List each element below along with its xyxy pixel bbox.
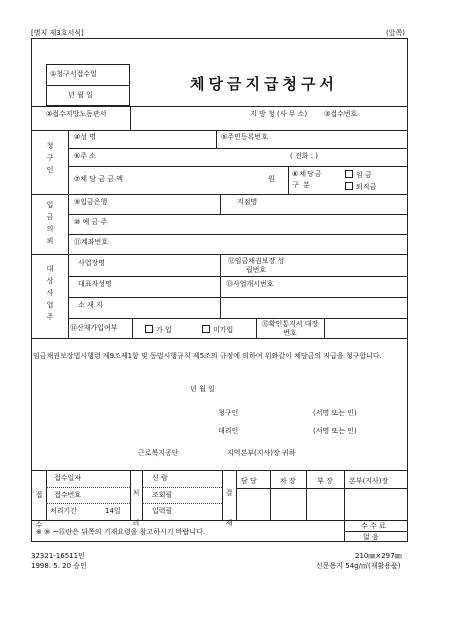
receipt-date-label: ①청구서접수일 <box>50 70 97 78</box>
insured-no-checkbox[interactable] <box>202 325 233 334</box>
paper-size: 210㎜×297㎜ <box>355 552 402 560</box>
claimant-address-field[interactable]: ⑥주 소 <box>74 152 97 160</box>
paper-spec: 신문용지 54g/㎡(재활용품) <box>316 562 401 570</box>
claimant-name-field[interactable]: ④성 명 <box>74 133 97 141</box>
office-name-field[interactable]: 지 방 청 (사 무 소) <box>250 110 308 118</box>
claim-kind-wage-label: 임 금 <box>356 171 372 179</box>
checkbox-icon <box>145 325 153 333</box>
approval-staff: 담 당 <box>241 477 257 485</box>
checkbox-icon <box>345 170 353 178</box>
form-title: 체당금지급청구서 <box>190 75 338 93</box>
deposit-section-label: 입금의뢰 <box>46 201 54 245</box>
claim-kind-severance-label: 퇴직금 <box>356 183 377 191</box>
approval-deputy: 차 장 <box>280 477 296 485</box>
claimant-signature-field[interactable]: (서명 또는 인) <box>313 409 357 417</box>
page-side-label: (앞쪽) <box>386 29 405 37</box>
deposit-bank-field[interactable]: ⑨입금은행 <box>74 198 108 206</box>
deposit-branch-field[interactable]: 지점명 <box>237 198 258 206</box>
processing-label: 처리 <box>132 489 140 527</box>
approval-head: 본부(지사)장 <box>349 477 389 485</box>
fee-value: 없 음 <box>363 533 379 541</box>
receipt-processing-label: 접수 <box>35 491 43 529</box>
received-date-field[interactable]: 접수일자 <box>54 474 82 482</box>
form-number: [별지 제3호서식] <box>31 29 84 37</box>
insured-yes-label: 가 입 <box>156 326 172 334</box>
agent-signature-field[interactable]: (서명 또는 인) <box>313 427 357 435</box>
office-label: ②접수지방노동관서 <box>46 110 107 118</box>
recipient-head: 지역본부(지사)장 귀하 <box>227 449 296 457</box>
approval-label: 결재 <box>225 489 233 527</box>
business-location-field[interactable]: 소 재 지 <box>78 301 103 309</box>
claimant-signature-label: 청구인 <box>218 409 239 417</box>
claimant-rrn-field[interactable]: ⑤주민등록번호 <box>221 133 268 141</box>
claim-amount-won: 원 <box>268 175 275 183</box>
claim-kind-label: ⑧체당금 구 분 <box>292 170 323 189</box>
received-number-field[interactable]: 접수번호 <box>54 491 82 499</box>
claim-statement: 임금채권보장법시행령 제9조제1항 및 동법시행규칙 제5조의 규정에 의하여 위와같이 체당금의 지급을 청구합니다. <box>33 352 382 360</box>
business-start-field[interactable]: ⑬사업개시번호 <box>226 280 274 288</box>
checkbox-icon <box>202 325 210 333</box>
agent-signature-label: 대리인 <box>218 427 239 435</box>
confirmation-ledger-field[interactable]: ⑮확인통지서 대장번호 <box>261 320 319 337</box>
recipient-organization: 근로복지공단 <box>138 449 179 457</box>
inquiry-field[interactable]: 조회필 <box>152 491 173 499</box>
processing-period-value: 14일 <box>105 507 121 515</box>
claimant-phone-field[interactable]: ( 전화 : ) <box>290 152 319 160</box>
claim-kind-wage-checkbox[interactable] <box>345 170 372 179</box>
deposit-account-field[interactable]: ⑪계좌번호 <box>74 238 109 246</box>
receipt-date-field[interactable]: 년 월 일 <box>68 91 93 99</box>
business-name-field[interactable]: 사업장명 <box>78 259 106 267</box>
deposit-holder-field[interactable]: ⑩ 예 금 주 <box>74 218 108 226</box>
insured-yes-checkbox[interactable] <box>145 325 172 334</box>
footer-note: ※ ⑨ ~⑮란은 뒤쪽의 기재요령을 참고하시기 바랍니다. <box>36 528 206 536</box>
processing-period-label: 처리기간 <box>50 507 78 515</box>
fee-label: 수 수 료 <box>361 522 386 530</box>
receipt-number-field[interactable]: ③접수번호 <box>324 110 358 118</box>
claimant-section-label: 청구인 <box>46 142 54 174</box>
business-section-label: 대상사업주 <box>46 265 54 321</box>
insured-no-label: 미가입 <box>213 326 234 334</box>
claim-kind-severance-checkbox[interactable] <box>345 182 376 191</box>
claim-amount-field[interactable]: ⑦체 당 금 금 액 <box>74 175 123 183</box>
approval-manager: 부 장 <box>317 477 333 485</box>
business-rep-field[interactable]: 대표자성명 <box>78 280 112 288</box>
input-done-field[interactable]: 입력필 <box>152 507 173 515</box>
form-code: 32321-16511민 <box>31 552 85 560</box>
insurance-status-label: ⑭산재가입여부 <box>70 324 118 332</box>
approval-date: 1998. 5. 20 승인 <box>31 562 87 570</box>
review-field[interactable]: 선 람 <box>152 474 168 482</box>
statement-date-field[interactable]: 년 월 일 <box>190 385 215 393</box>
checkbox-icon <box>345 182 353 190</box>
business-reg-no-field[interactable]: ⑫임금채권보장 성립번호 <box>227 257 285 274</box>
